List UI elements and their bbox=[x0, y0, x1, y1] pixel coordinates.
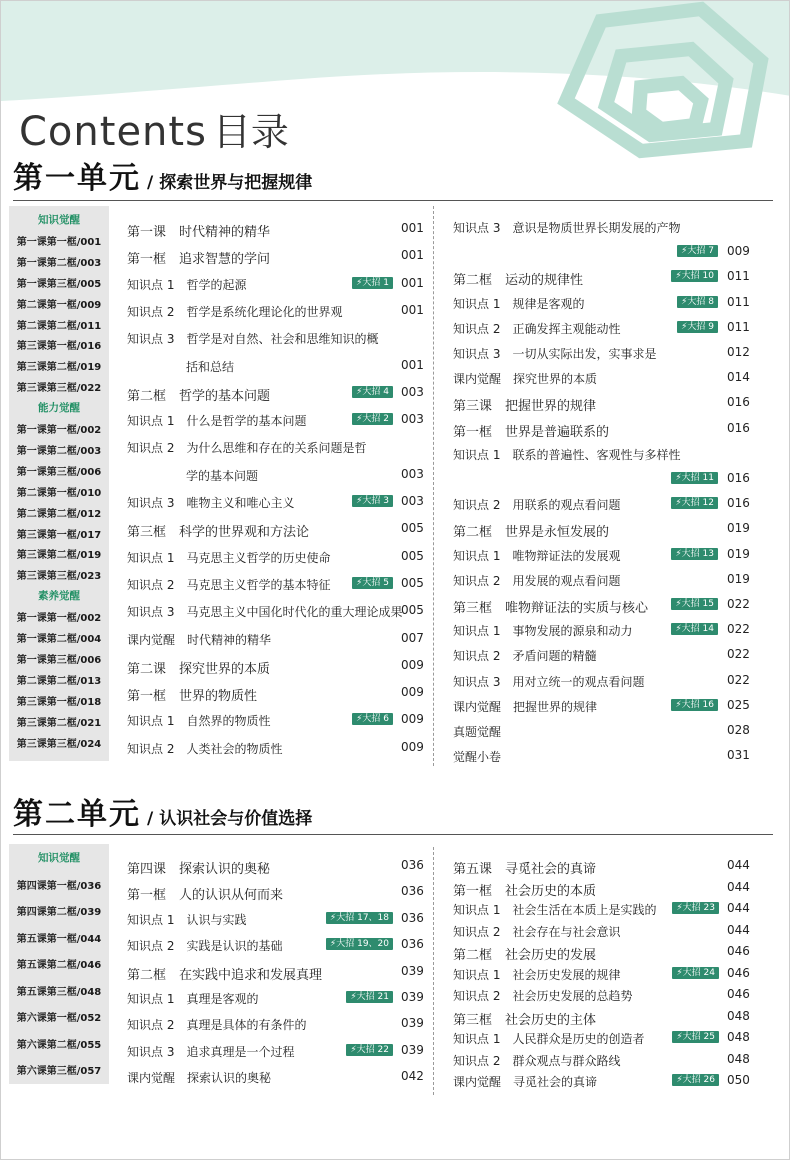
sidebar-entry: 第五课第一框/044 bbox=[16, 933, 102, 945]
toc-page-number: 016 bbox=[727, 471, 750, 485]
title-english: Contents bbox=[19, 109, 207, 155]
title-chinese: 目录 bbox=[212, 110, 289, 154]
toc-entry-label: 知识点 2 实践是认识的基础 bbox=[127, 939, 283, 954]
toc-entry-row[interactable] bbox=[127, 330, 422, 347]
sidebar-entry: 第一课第二框/004 bbox=[16, 634, 102, 645]
toc-entry-row[interactable] bbox=[127, 358, 422, 375]
toc-entry-label: 第一框 追求智慧的学问 bbox=[127, 252, 271, 268]
toc-entry-label: 知识点 2 群众观点与群众路线 bbox=[453, 1053, 621, 1068]
toc-page-number: 048 bbox=[727, 1008, 750, 1023]
sidebar-entry: 第三课第二框/019 bbox=[16, 362, 102, 374]
toc-page-number: 046 bbox=[727, 987, 750, 1001]
toc-page-number: 011 bbox=[727, 269, 750, 284]
tip-badge: ⚡大招 26 bbox=[672, 1074, 719, 1086]
toc-entry-row[interactable] bbox=[127, 1069, 422, 1086]
sidebar-entry: 第三课第一框/016 bbox=[16, 341, 102, 353]
sidebar-entry: 第三课第三框/024 bbox=[16, 738, 102, 750]
toc-entry-label: 知识点 1 自然界的物质性 bbox=[127, 714, 271, 729]
toc-entry-label: 知识点 2 马克思主义哲学的基本特征 bbox=[127, 577, 331, 592]
toc-page-number: 044 bbox=[727, 879, 750, 894]
toc-entry-row[interactable] bbox=[453, 547, 748, 564]
toc-entry-label: 知识点 3 追求真理是一个过程 bbox=[127, 1044, 295, 1059]
toc-page-number: 005 bbox=[401, 548, 424, 563]
tip-badge: ⚡大招 1 bbox=[352, 277, 393, 289]
toc-entry-row[interactable] bbox=[453, 496, 748, 513]
toc-page-number: 001 bbox=[401, 275, 424, 290]
toc-entry-label: 知识点 3 意识是物质世界长期发展的产物 bbox=[453, 221, 681, 235]
toc-heading-row[interactable] bbox=[127, 658, 422, 677]
toc-entry-label: 第四课 探索认识的奥秘 bbox=[127, 862, 271, 877]
toc-entry-label: 知识点 1 联系的普遍性、客观性与多样性 bbox=[453, 447, 681, 462]
sidebar-entry: 第四课第二框/039 bbox=[16, 907, 102, 918]
toc-entry-row[interactable] bbox=[127, 494, 422, 511]
unit1-heading bbox=[13, 153, 312, 197]
toc-entry-label: 第五课 寻觅社会的真谛 bbox=[453, 862, 597, 877]
unit2-subtitle: / 认识社会与价值选择 bbox=[147, 809, 313, 829]
toc-page-number: 016 bbox=[727, 420, 750, 435]
toc-entry-label: 知识点 1 规律是客观的 bbox=[453, 296, 585, 311]
tip-badge: ⚡大招 23 bbox=[672, 902, 719, 914]
toc-entry-row[interactable] bbox=[453, 966, 748, 983]
toc-entry-label: 知识点 3 一切从实际出发，实事求是 bbox=[453, 347, 657, 361]
toc-page-number: 009 bbox=[401, 712, 424, 727]
toc-entry-row[interactable] bbox=[453, 295, 748, 312]
unit1-subtitle: / 探索世界与把握规律 bbox=[147, 173, 313, 193]
toc-heading-row[interactable] bbox=[127, 858, 422, 877]
tip-badge: ⚡大招 13 bbox=[671, 548, 718, 560]
toc-page-number: 031 bbox=[727, 748, 750, 763]
page-title bbox=[19, 101, 289, 156]
toc-entry-label: 知识点 1 认识与实践 bbox=[127, 912, 247, 927]
unit1-divider bbox=[433, 206, 434, 766]
toc-heading-row[interactable] bbox=[127, 248, 422, 267]
unit2-rule bbox=[13, 834, 773, 835]
toc-entry-row[interactable] bbox=[127, 603, 422, 620]
toc-page-number: 003 bbox=[401, 412, 424, 427]
tip-badge: ⚡大招 3 bbox=[352, 495, 393, 507]
toc-entry-label: 知识点 2 人类社会的物质性 bbox=[127, 741, 283, 756]
toc-page-number: 016 bbox=[727, 496, 750, 511]
toc-entry-label: 第一框 人的认识从何而来 bbox=[127, 888, 284, 904]
toc-page-number: 039 bbox=[401, 963, 424, 978]
toc-page-number: 046 bbox=[727, 965, 750, 980]
tip-badge: ⚡大招 8 bbox=[677, 296, 718, 308]
toc-page-number: 011 bbox=[727, 294, 750, 309]
toc-page-number: 016 bbox=[727, 395, 750, 410]
toc-page-number: 009 bbox=[401, 739, 424, 754]
tip-badge: ⚡大招 21 bbox=[346, 991, 393, 1003]
toc-entry-row[interactable] bbox=[453, 748, 748, 765]
toc-entry-row[interactable] bbox=[453, 345, 748, 362]
toc-entry-row[interactable] bbox=[453, 446, 748, 463]
toc-page-number: 011 bbox=[727, 319, 750, 334]
toc-page-number: 036 bbox=[401, 884, 424, 899]
sidebar-entry: 第六课第一框/052 bbox=[16, 1013, 102, 1024]
toc-page-number: 044 bbox=[727, 922, 750, 937]
toc-entry-label: 第二框 世界是永恒发展的 bbox=[453, 525, 610, 541]
toc-entry-label: 知识点 1 社会生活在本质上是实践的 bbox=[453, 903, 657, 917]
unit2-sidebar bbox=[9, 844, 109, 1084]
sidebar-entry: 第二课第二框/012 bbox=[16, 508, 102, 520]
toc-entry-row[interactable] bbox=[127, 937, 422, 954]
toc-entry-row[interactable] bbox=[127, 549, 422, 566]
toc-entry-row[interactable] bbox=[453, 1052, 748, 1069]
toc-entry-row[interactable] bbox=[453, 1030, 748, 1047]
sidebar-entry: 第三课第一框/018 bbox=[16, 696, 102, 708]
toc-entry-row[interactable] bbox=[453, 622, 748, 639]
sidebar-entry: 第二课第二框/013 bbox=[16, 675, 102, 687]
toc-page-number: 044 bbox=[727, 858, 750, 872]
toc-entry-row[interactable] bbox=[453, 471, 748, 485]
toc-page-number: 003 bbox=[401, 384, 424, 399]
toc-page-number: 022 bbox=[727, 647, 750, 662]
toc-entry-label: 真题觉醒 bbox=[453, 725, 502, 739]
tip-badge: ⚡大招 11 bbox=[671, 472, 718, 484]
toc-entry-label: 第二课 探究世界的本质 bbox=[127, 661, 271, 677]
toc-page-number: 048 bbox=[727, 1051, 750, 1066]
sidebar-entry: 第一课第三框/006 bbox=[16, 466, 102, 478]
toc-heading-row[interactable] bbox=[453, 858, 748, 877]
tip-badge: ⚡大招 2 bbox=[352, 413, 393, 425]
toc-page-number: 012 bbox=[727, 345, 750, 359]
sidebar-entry: 第一课第二框/003 bbox=[16, 257, 102, 269]
toc-entry-row[interactable] bbox=[453, 647, 748, 664]
toc-page-number: 039 bbox=[401, 1016, 424, 1031]
sidebar-section-head: 知识觉醒 bbox=[38, 852, 80, 864]
toc-page-number: 014 bbox=[727, 370, 750, 385]
tip-badge: ⚡大招 16 bbox=[671, 699, 718, 711]
toc-entry-row[interactable] bbox=[127, 740, 422, 757]
tip-badge: ⚡大招 15 bbox=[671, 598, 718, 610]
tip-badge: ⚡大招 22 bbox=[346, 1044, 393, 1056]
toc-entry-label: 知识点 2 用联系的观点看问题 bbox=[453, 498, 621, 513]
toc-entry-label: 知识点 3 哲学是对自然、社会和思维知识的概 bbox=[127, 332, 379, 347]
toc-heading-row[interactable] bbox=[127, 964, 422, 983]
sidebar-section-head: 能力觉醒 bbox=[38, 402, 80, 415]
toc-entry-label: 第一课 时代精神的精华 bbox=[127, 225, 271, 240]
toc-page-number: 007 bbox=[401, 630, 424, 645]
toc-entry-row[interactable] bbox=[127, 911, 422, 928]
toc-page-number: 036 bbox=[401, 937, 424, 952]
toc-entry-label: 课内觉醒 寻觅社会的真谛 bbox=[453, 1075, 598, 1089]
toc-entry-row[interactable] bbox=[453, 370, 748, 387]
toc-entry-label: 第三课 把握世界的规律 bbox=[453, 399, 597, 415]
toc-entry-label: 知识点 1 什么是哲学的基本问题 bbox=[127, 414, 307, 429]
toc-entry-label: 知识点 1 唯物辩证法的发展观 bbox=[453, 548, 621, 563]
toc-entry-label: 知识点 2 正确发挥主观能动性 bbox=[453, 321, 621, 336]
toc-page-number: 025 bbox=[727, 697, 750, 712]
toc-entry-label: 知识点 2 社会历史发展的总趋势 bbox=[453, 989, 633, 1003]
toc-entry-row[interactable] bbox=[127, 412, 422, 429]
toc-entry-row[interactable] bbox=[453, 572, 748, 589]
toc-page-number: 039 bbox=[401, 1042, 424, 1057]
toc-entry-row[interactable] bbox=[453, 219, 748, 236]
tip-badge: ⚡大招 9 bbox=[677, 321, 718, 333]
toc-entry-label: 知识点 1 事物发展的源泉和动力 bbox=[453, 624, 633, 639]
toc-page-number: 001 bbox=[401, 248, 424, 263]
toc-heading-row[interactable] bbox=[453, 395, 748, 414]
tip-badge: ⚡大招 10 bbox=[671, 270, 718, 282]
sidebar-section-head: 素养觉醒 bbox=[38, 590, 80, 603]
toc-entry-label: 课内觉醒 时代精神的精华 bbox=[127, 632, 272, 647]
tip-badge: ⚡大招 4 bbox=[352, 386, 393, 398]
toc-page-number: 046 bbox=[727, 944, 750, 958]
toc-entry-row[interactable] bbox=[453, 320, 748, 337]
unit1-sidebar bbox=[9, 206, 109, 761]
toc-page-number: 044 bbox=[727, 901, 750, 915]
toc-entry-label: 知识点 2 真理是具体的有条件的 bbox=[127, 1018, 307, 1033]
sidebar-entry: 第一课第三框/006 bbox=[16, 654, 102, 666]
toc-page-number: 042 bbox=[401, 1069, 424, 1084]
toc-page-number: 003 bbox=[401, 494, 424, 508]
sidebar-entry: 第五课第二框/046 bbox=[16, 960, 102, 971]
toc-page-number: 022 bbox=[727, 597, 750, 611]
toc-page-number: 019 bbox=[727, 546, 750, 561]
sidebar-entry: 第二课第二框/011 bbox=[16, 320, 102, 332]
toc-entry-row[interactable] bbox=[127, 439, 422, 456]
toc-entry-label: 知识点 1 哲学的起源 bbox=[127, 277, 247, 292]
toc-heading-row[interactable] bbox=[127, 385, 422, 404]
tip-badge: ⚡大招 17、18 bbox=[326, 912, 393, 924]
toc-entry-label: 觉醒小卷 bbox=[453, 750, 502, 765]
sidebar-entry: 第一课第三框/005 bbox=[16, 278, 102, 290]
unit1-rule bbox=[13, 200, 773, 201]
toc-page-number: 022 bbox=[727, 672, 750, 687]
toc-entry-label: 学的基本问题 bbox=[186, 468, 259, 483]
toc-entry-row[interactable] bbox=[127, 990, 422, 1007]
toc-entry-row[interactable] bbox=[453, 698, 748, 715]
toc-entry-label: 知识点 2 矛盾问题的精髓 bbox=[453, 649, 597, 664]
toc-entry-row[interactable] bbox=[127, 631, 422, 648]
unit2-name: 第二单元 bbox=[13, 797, 141, 832]
toc-entry-row[interactable] bbox=[127, 1016, 422, 1033]
toc-entry-label: 课内觉醒 把握世界的规律 bbox=[453, 699, 598, 714]
tip-badge: ⚡大招 24 bbox=[672, 967, 719, 979]
toc-entry-label: 第三框 唯物辩证法的实质与核心 bbox=[453, 601, 649, 616]
toc-entry-row[interactable] bbox=[453, 244, 748, 258]
toc-entry-label: 知识点 1 马克思主义哲学的历史使命 bbox=[127, 550, 331, 565]
toc-page-number: 036 bbox=[401, 858, 424, 872]
toc-entry-row[interactable] bbox=[127, 576, 422, 593]
tip-badge: ⚡大招 12 bbox=[671, 497, 718, 509]
toc-heading-row[interactable] bbox=[453, 597, 748, 616]
sidebar-entry: 第三课第三框/023 bbox=[16, 571, 102, 583]
toc-entry-label: 课内觉醒 探索认识的奥秘 bbox=[127, 1071, 272, 1086]
toc-entry-row[interactable] bbox=[453, 987, 748, 1004]
toc-entry-label: 知识点 2 社会存在与社会意识 bbox=[453, 924, 621, 939]
toc-page-number: 001 bbox=[401, 357, 424, 372]
tip-badge: ⚡大招 7 bbox=[677, 245, 718, 257]
toc-entry-label: 第一框 社会历史的本质 bbox=[453, 883, 597, 899]
toc-entry-row[interactable] bbox=[453, 1073, 748, 1090]
sidebar-entry: 第六课第三框/057 bbox=[16, 1066, 102, 1077]
toc-page-number: 005 bbox=[401, 603, 424, 618]
sidebar-entry: 第三课第二框/019 bbox=[16, 550, 102, 562]
sidebar-entry: 第二课第一框/009 bbox=[16, 299, 102, 311]
toc-entry-label: 知识点 2 为什么思维和存在的关系问题是哲 bbox=[127, 441, 367, 456]
toc-entry-label: 知识点 3 唯物主义和唯心主义 bbox=[127, 496, 295, 510]
toc-entry-label: 课内觉醒 探究世界的本质 bbox=[453, 372, 598, 387]
toc-entry-label: 知识点 1 社会历史发展的规律 bbox=[453, 967, 621, 982]
toc-entry-label: 第二框 在实践中追求和发展真理 bbox=[127, 967, 323, 983]
toc-page-number: 019 bbox=[727, 521, 750, 536]
toc-page-number: 009 bbox=[401, 657, 424, 672]
toc-page-number: 009 bbox=[727, 244, 750, 259]
sidebar-entry: 第三课第三框/022 bbox=[16, 383, 102, 395]
sidebar-entry: 第三课第二框/021 bbox=[16, 717, 102, 729]
sidebar-entry: 第六课第二框/055 bbox=[16, 1039, 102, 1051]
toc-heading-row[interactable] bbox=[127, 221, 422, 240]
toc-page-number: 028 bbox=[727, 723, 750, 737]
toc-entry-row[interactable] bbox=[127, 712, 422, 729]
toc-entry-row[interactable] bbox=[127, 303, 422, 320]
toc-entry-row[interactable] bbox=[127, 1043, 422, 1060]
toc-heading-row[interactable] bbox=[453, 880, 748, 899]
toc-heading-row[interactable] bbox=[127, 521, 422, 540]
toc-entry-label: 第三框 科学的世界观和方法论 bbox=[127, 525, 310, 541]
toc-entry-label: 第一框 世界的物质性 bbox=[127, 689, 258, 705]
toc-entry-label: 知识点 3 用对立统一的观点看问题 bbox=[453, 674, 645, 689]
tip-badge: ⚡大招 25 bbox=[672, 1031, 719, 1043]
toc-page-number: 019 bbox=[727, 571, 750, 586]
toc-heading-row[interactable] bbox=[453, 421, 748, 440]
sidebar-entry: 第一课第一框/002 bbox=[16, 613, 102, 625]
toc-entry-label: 知识点 2 用发展的观点看问题 bbox=[453, 573, 621, 588]
toc-heading-row[interactable] bbox=[453, 269, 748, 288]
sidebar-entry: 第一课第二框/003 bbox=[16, 445, 102, 457]
toc-entry-label: 第二框 社会历史的发展 bbox=[453, 948, 597, 963]
sidebar-entry: 第二课第一框/010 bbox=[16, 487, 102, 499]
toc-entry-row[interactable] bbox=[453, 923, 748, 940]
toc-entry-row[interactable] bbox=[127, 276, 422, 293]
toc-page-number: 050 bbox=[727, 1073, 750, 1087]
tip-badge: ⚡大招 6 bbox=[352, 713, 393, 725]
toc-entry-row[interactable] bbox=[453, 673, 748, 690]
toc-page-number: 003 bbox=[401, 466, 424, 481]
unit2-heading bbox=[13, 789, 312, 833]
toc-page-number: 048 bbox=[727, 1030, 750, 1044]
toc-heading-row[interactable] bbox=[453, 944, 748, 963]
toc-entry-label: 知识点 2 哲学是系统化理论化的世界观 bbox=[127, 304, 343, 319]
toc-page-number: 005 bbox=[401, 575, 424, 590]
toc-entry-label: 第一框 世界是普遍联系的 bbox=[453, 424, 610, 440]
sidebar-entry: 第三课第一框/017 bbox=[16, 529, 102, 541]
toc-heading-row[interactable] bbox=[453, 1009, 748, 1028]
toc-page-number: 001 bbox=[401, 221, 424, 235]
sidebar-entry: 第一课第一框/002 bbox=[16, 425, 102, 436]
toc-entry-label: 知识点 1 人民群众是历史的创造者 bbox=[453, 1032, 645, 1046]
unit2-divider bbox=[433, 847, 434, 1095]
toc-entry-row[interactable] bbox=[127, 467, 422, 484]
toc-entry-label: 第二框 哲学的基本问题 bbox=[127, 388, 271, 404]
toc-entry-row[interactable] bbox=[453, 723, 748, 740]
toc-page-number: 009 bbox=[401, 685, 424, 700]
toc-heading-row[interactable] bbox=[127, 884, 422, 903]
unit1-name: 第一单元 bbox=[13, 161, 141, 196]
sidebar-entry: 第四课第一框/036 bbox=[16, 880, 102, 892]
toc-entry-label: 知识点 3 马克思主义中国化时代化的重大理论成果 bbox=[127, 605, 403, 620]
tip-badge: ⚡大招 19、20 bbox=[326, 938, 393, 950]
toc-entry-label: 第二框 运动的规律性 bbox=[453, 273, 584, 289]
toc-entry-label: 知识点 1 真理是客观的 bbox=[127, 992, 259, 1006]
sidebar-section-head: 知识觉醒 bbox=[38, 214, 80, 226]
toc-page-number: 022 bbox=[727, 622, 750, 637]
toc-entry-row[interactable] bbox=[453, 901, 748, 918]
tip-badge: ⚡大招 14 bbox=[671, 623, 718, 635]
toc-heading-row[interactable] bbox=[127, 685, 422, 704]
toc-heading-row[interactable] bbox=[453, 521, 748, 540]
sidebar-entry: 第五课第三框/048 bbox=[16, 986, 102, 998]
sidebar-entry: 第一课第一框/001 bbox=[16, 236, 102, 248]
toc-page-number: 005 bbox=[401, 521, 424, 536]
toc-page-number: 039 bbox=[401, 990, 424, 1004]
tip-badge: ⚡大招 5 bbox=[352, 577, 393, 589]
toc-entry-label: 第三框 社会历史的主体 bbox=[453, 1012, 597, 1028]
toc-page-number: 001 bbox=[401, 302, 424, 317]
toc-page-number: 036 bbox=[401, 910, 424, 925]
toc-entry-label: 括和总结 bbox=[186, 359, 235, 374]
